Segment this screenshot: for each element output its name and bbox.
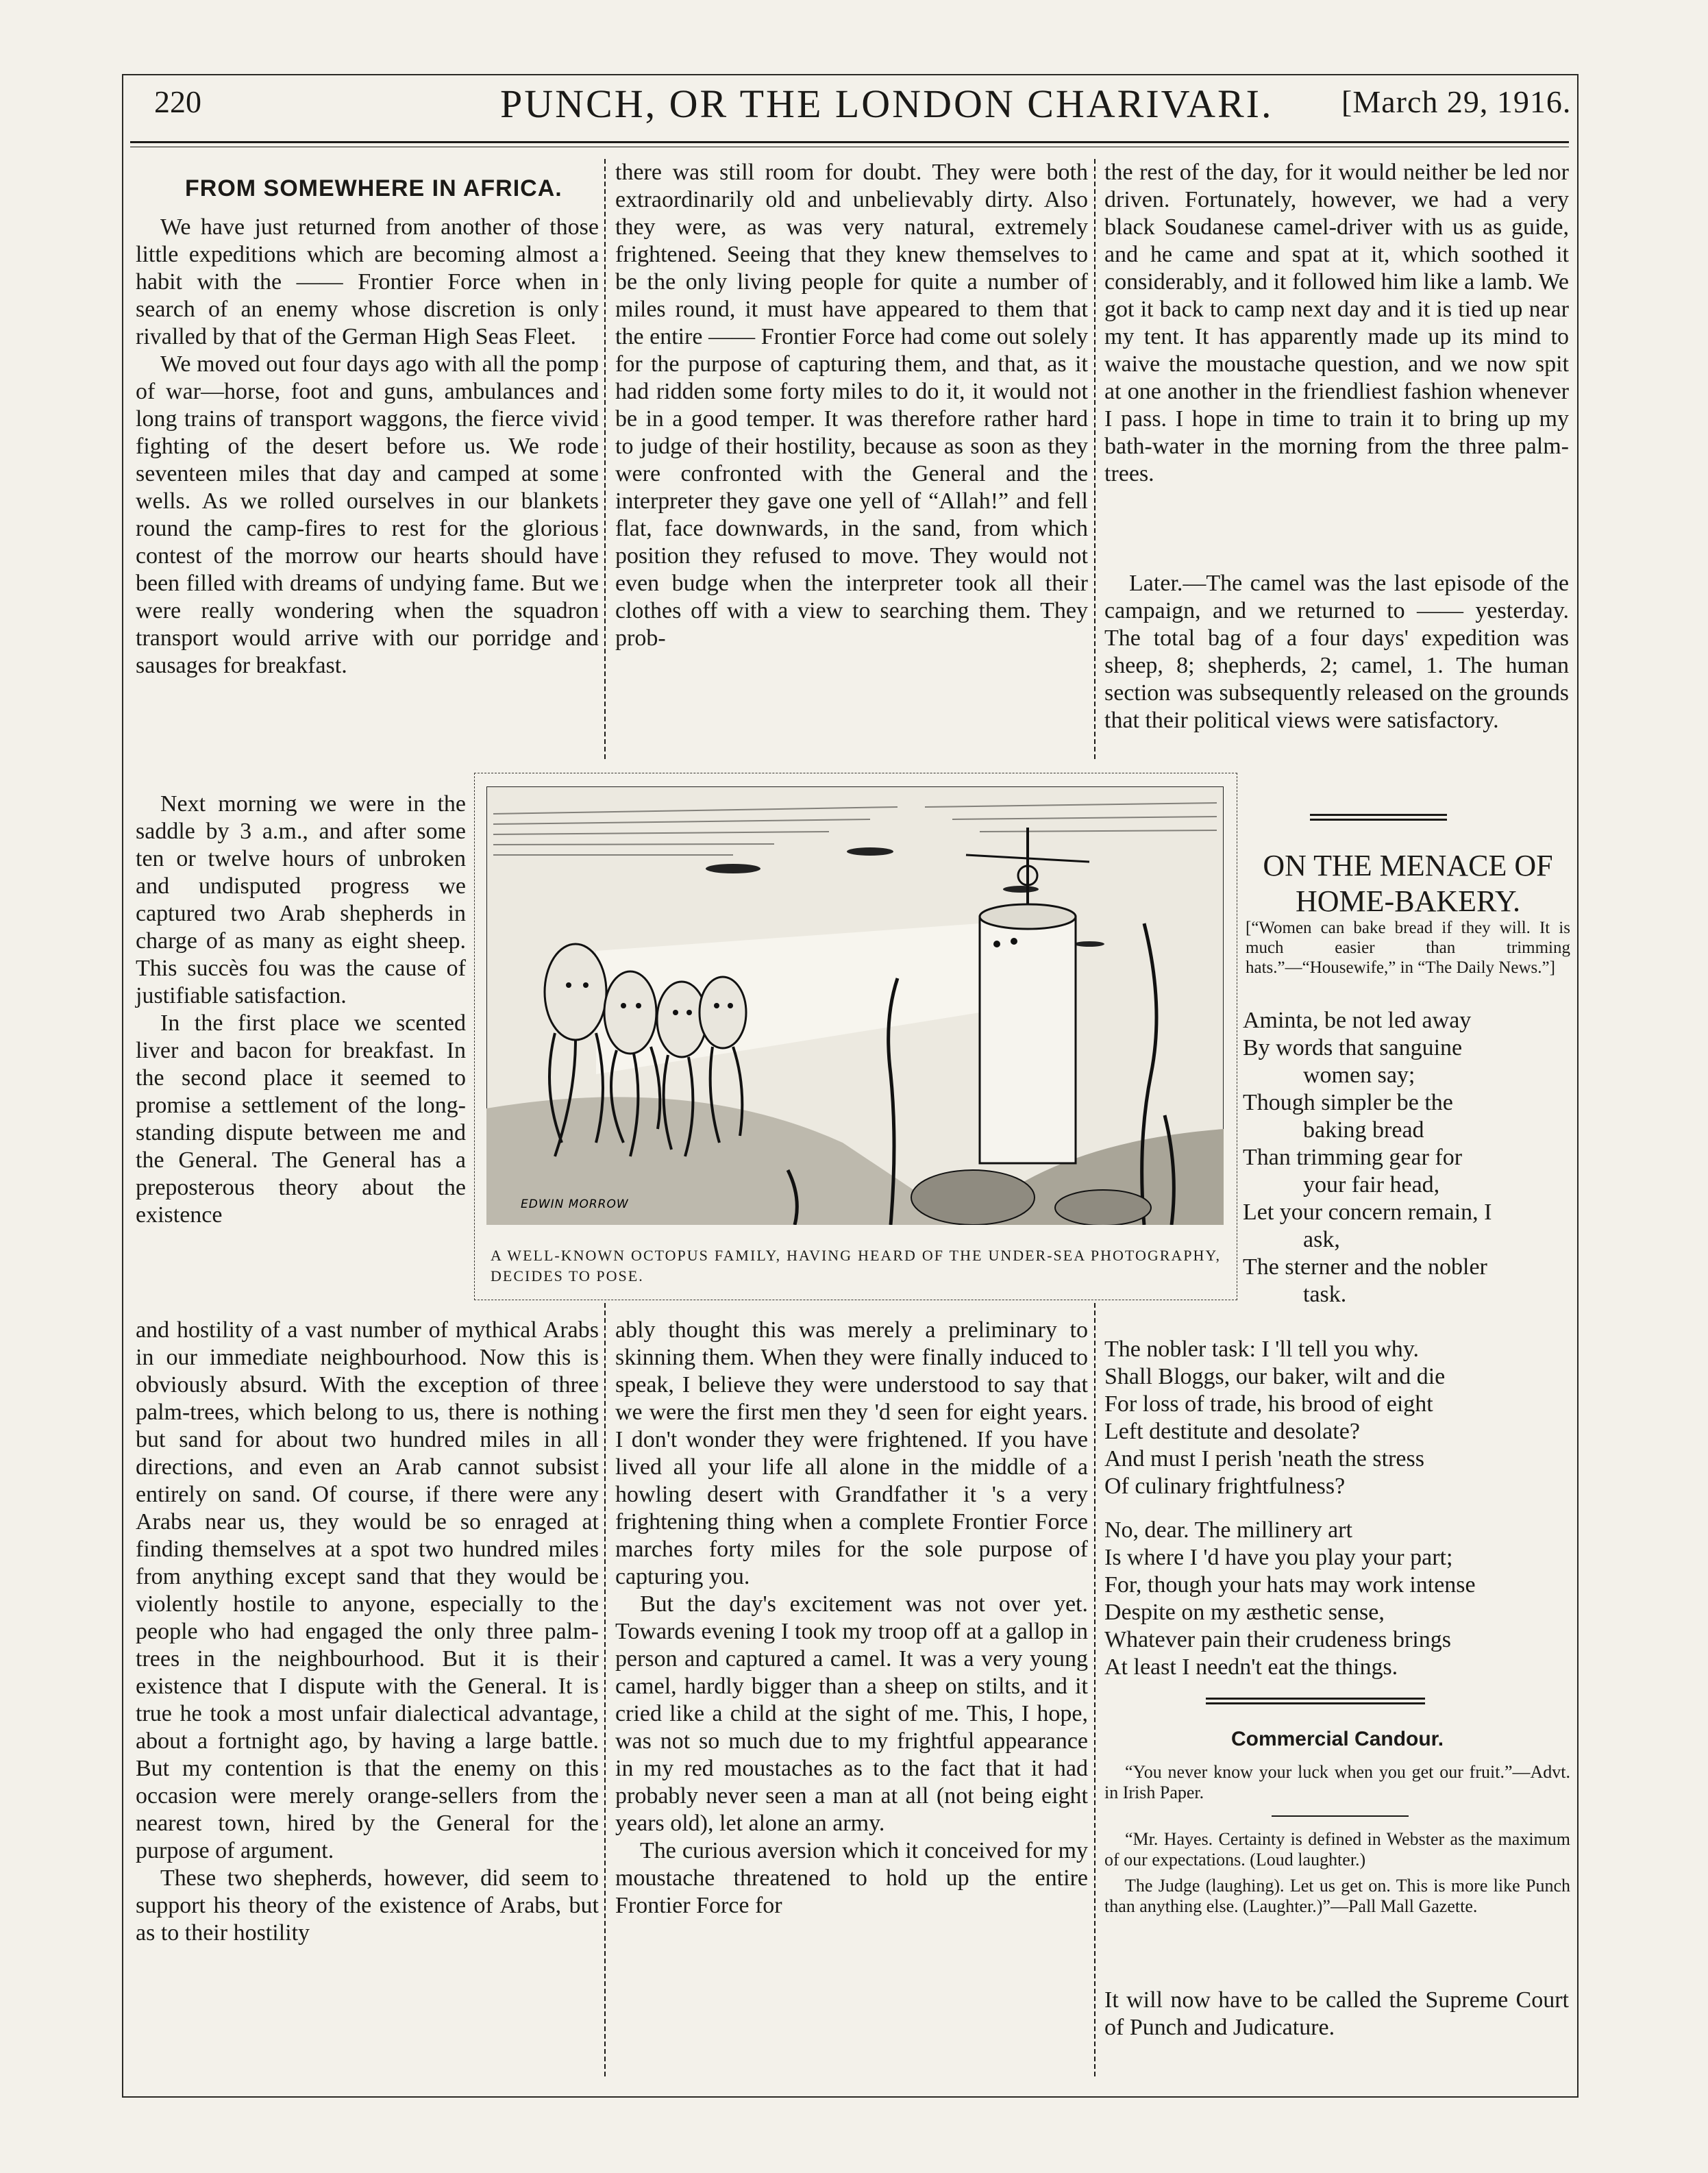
verse-line: Than trimming gear for (1243, 1145, 1463, 1170)
verse-line: By words that sanguine (1243, 1035, 1463, 1060)
verse-line: The nobler task: I 'll tell you why. (1104, 1337, 1420, 1362)
column-divider (604, 159, 606, 762)
verse-line: Shall Bloggs, our baker, wilt and die (1104, 1364, 1446, 1389)
header-rule (130, 141, 1569, 143)
article-column-2-top (615, 159, 1088, 652)
column-divider (1094, 159, 1096, 762)
verse-line: women say; (1303, 1063, 1415, 1088)
poem-stanza-3 (1104, 1517, 1570, 1681)
candour-title: Commercial Candour. (1230, 1728, 1444, 1750)
candour-quote-text: “You never know your luck when you get our fruit.”—Advt. in Irish Paper. (1104, 1762, 1570, 1802)
verse-line: For, though your hats may work intense (1104, 1572, 1476, 1598)
verse-line: Left destitute and desolate? (1104, 1419, 1360, 1444)
paragraph: We moved out four days ago with all the pomp of war—horse, foot and guns, ambulances and long trains of transport waggons, the fierce vivid fighting of the desert before us. We rode seventeen miles that day and camped at some wells. As we rolled ourselves in our blankets round the camp-fires to rest for the glorious contest of the morrow our hearts should have been filled with dreams of undying fame. But we were really wondering when the squadron transport would arrive with our porridge and sausages for breakfast. (136, 351, 599, 678)
court-comment (1104, 1987, 1569, 2041)
article-column-1-mid (136, 791, 466, 1229)
paragraph: Later.—The camel was the last episode of the campaign, and we returned to —— yesterday. The total bag of a four days' expedition was sheep, 8; shepherds, 2; camel, 1. The human section was subsequently released on the grounds that their political views were satisfactory. (1104, 571, 1569, 733)
article-column-3-later (1104, 570, 1569, 734)
paragraph: But the day's excitement was not over yet. Towards evening I took my troop off at a gallop in person and captured a camel. It was a very young camel, hardly bigger than a sheep on stilts, and it cried like a child at the sight of me. This, I hope, was not so much due to my frightful appearance in my red moustaches as to the fact that it had probably never seen a man at all (not being eight years old), let alone an army. (615, 1591, 1088, 1836)
paragraph: Next morning we were in the saddle by 3 a.m., and after some ten or twelve hours of unbroken and undisputed progress we captured two Arab shepherds in charge of as many as eight sheep. This succès fou was the cause of justifiable satisfaction. (136, 791, 466, 1008)
candour-quote (1104, 1762, 1570, 1809)
column-divider (604, 1303, 606, 2077)
verse-line: And must I perish 'neath the stress (1104, 1446, 1424, 1472)
column-divider (1094, 1303, 1096, 2077)
court-report-p1: “Mr. Hayes. Certainty is defined in Webster as the maximum of our expectations. (Loud laughter.) (1104, 1829, 1570, 1870)
paragraph: there was still room for doubt. They were both extraordinarily old and unbelievably dirty. Also they were, as was very natural, extremely frightened. Seeing that they knew themselves to be the only living people for quite a number of miles round, it must have appeared to them that the entire —— Frontier Force had come out solely for the purpose of capturing them, and that, as it had ridden some forty miles to do it, it would not be in a good temper. It was therefore rather hard to judge of their hostility, because as soon as they were confronted with the General and the interpreter they gave one yell of “Allah!” and fell flat, face downwards, in the sand, from which position they refused to move. They would not even budge when the interpreter took all their clothes off with a view to searching them. They prob- (615, 160, 1088, 651)
issue-date: [March 29, 1916. (1341, 84, 1572, 119)
section-rule (1272, 1815, 1409, 1817)
paragraph: In the first place we scented liver and bacon for breakfast. In the second place it seemed to promise a settlement of the long-standing dispute between me and the General. The General has a preposterous theory about the existence (136, 1010, 466, 1228)
poem-epigraph: [“Women can bake bread if they will. It is much easier than trimming hats.”—“Housewife,” in “The Daily News.”] (1246, 919, 1570, 977)
verse-line: Is where I 'd have you play your part; (1104, 1545, 1453, 1570)
verse-line: Whatever pain their crudeness brings (1104, 1627, 1452, 1652)
verse-line: The sterner and the nobler (1243, 1254, 1487, 1280)
article-column-1-top (136, 214, 599, 680)
paragraph: the rest of the day, for it would neither be led nor driven. Fortunately, however, we had a very black Soudanese camel-driver with us as guide, and he came and spat at it, which soothed it considerably, and it followed him like a lamb. We got it back to camp next day and it is tied up near my tent. It has apparently made up its mind to waive the moustache question, and we now spit at one another in the friendliest fashion whenever I pass. I hope in time to train it to bring up my bath-water in the morning from the three palm-trees. (1104, 160, 1569, 486)
verse-line: baking bread (1303, 1117, 1424, 1143)
article-column-2-bottom (615, 1317, 1088, 1920)
paragraph: ably thought this was merely a preliminary to skinning them. When they were finally induced to speak, I believe they were understood to say that we were the first men they 'd seen for eight years. I don't wonder they were frightened. If you have lived all your life all alone in the middle of a howling desert with Grandfather it 's a very frightening thing when a complete Frontier Force marches forty miles for the sole purpose of capturing you. (615, 1317, 1088, 1589)
court-report (1104, 1829, 1570, 1922)
octopus-cartoon (486, 786, 1224, 1225)
poem-stanza-1 (1243, 1007, 1572, 1308)
paragraph: The curious aversion which it conceived for my moustache threatened to hold up the entire Frontier Force for (615, 1838, 1088, 1918)
court-report-p2: The Judge (laughing). Let us get on. This is more like Punch than anything else. (Laughter.)”—Pall Mall Gazette. (1104, 1876, 1570, 1916)
illustration-caption: A WELL-KNOWN OCTOPUS FAMILY, HAVING HEARD OF THE UNDER-SEA PHOTOGRAPHY, DECIDES TO POSE. (491, 1247, 1221, 1284)
verse-line: Let your concern remain, I (1243, 1200, 1492, 1225)
paragraph: We have just returned from another of those little expeditions which are becoming almost a habit with the —— Frontier Force when in search of an enemy whose discretion is only rivalled by that of the German High Seas Fleet. (136, 214, 599, 349)
section-divider (1206, 1698, 1425, 1704)
artist-signature: EDWIN MORROW (521, 1197, 629, 1211)
article-column-1-bottom (136, 1317, 599, 1947)
verse-line: task. (1303, 1282, 1347, 1307)
verse-line: Of culinary frightfulness? (1104, 1474, 1346, 1499)
page-number: 220 (154, 84, 201, 119)
verse-line: Though simpler be the (1243, 1090, 1453, 1115)
article-column-3-top (1104, 159, 1569, 488)
court-comment-text: It will now have to be called the Supreme Court of Punch and Judicature. (1104, 1987, 1569, 2040)
paragraph: and hostility of a vast number of mythical Arabs in our immediate neighbourhood. Now this is obviously absurd. With the exception of three palm-trees, which belong to us, there is nothing but sand for about two hundred miles in all directions, and even an Arab cannot subsist entirely on sand. Of course, if there were any Arabs near us, they would be so enraged at finding themselves at a spot two hundred miles from anything except sand that they would be violently hostile to anyone, especially to the people who had engaged the only three palm-trees in the neighbourhood. But it is their existence that I dispute with the General. It is true he took a most unfair dialectical advantage, about a fortnight ago, by having a large battle. But my contention is that the enemy on this occasion were merely orange-sellers from the nearest town, hired by the General for the purpose of argument. (136, 1317, 599, 1863)
verse-line: Despite on my æsthetic sense, (1104, 1600, 1385, 1625)
verse-line: No, dear. The millinery art (1104, 1517, 1352, 1543)
section-divider (1310, 814, 1447, 821)
paragraph: These two shepherds, however, did seem to support his theory of the existence of Arabs, but as to their hostility (136, 1865, 599, 1946)
verse-line: ask, (1303, 1227, 1340, 1252)
verse-line: For loss of trade, his brood of eight (1104, 1391, 1433, 1417)
verse-line: your fair head, (1303, 1172, 1440, 1197)
verse-line: Aminta, be not led away (1243, 1008, 1472, 1033)
masthead-title: PUNCH, OR THE LONDON CHARIVARI. (500, 82, 1274, 126)
poem-stanza-2 (1104, 1336, 1570, 1500)
poem-title: ON THE MENACE OF HOME-BAKERY. (1263, 849, 1553, 918)
article-title: FROM SOMEWHERE IN AFRICA. (185, 175, 562, 201)
verse-line: At least I needn't eat the things. (1104, 1654, 1398, 1680)
